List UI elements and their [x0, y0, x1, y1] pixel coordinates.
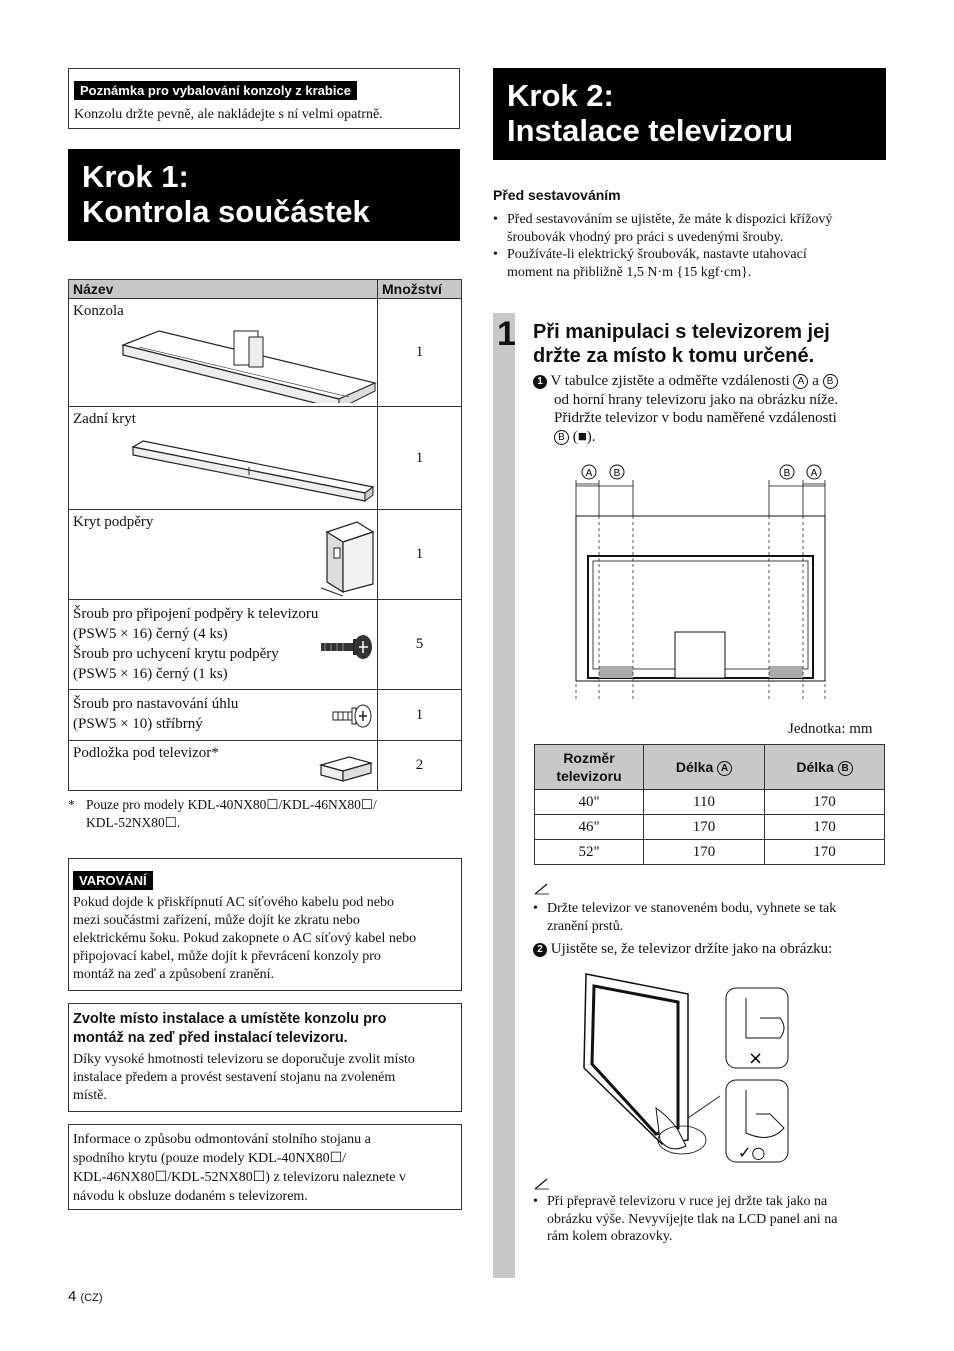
- part-name-line: Šroub pro nastavování úhlu: [73, 696, 239, 712]
- dim-label-b: B: [783, 468, 791, 479]
- short-screw-icon: [331, 702, 375, 730]
- install-line: instalace předem a provést sestavení stojanu na zvoleném: [73, 1070, 396, 1085]
- part-qty: 1: [378, 299, 462, 407]
- step-one-heading: Při manipulaci s televizorem jej držte za místo k tomu určené.: [533, 321, 830, 367]
- info-line: spodního krytu (pouze modely KDL-40NX80☐/: [73, 1151, 347, 1166]
- label-b-icon: B: [823, 374, 838, 389]
- part-name-line: (PSW5 × 16) černý (4 ks): [73, 626, 228, 642]
- warning-line: mezi součástmi zařízení, může dojít ke zkratu nebo: [73, 913, 360, 928]
- part-name-line: (PSW5 × 16) černý (1 ks): [73, 666, 228, 682]
- footnote-line: KDL-52NX80☐.: [86, 815, 181, 830]
- pad-icon: [319, 753, 375, 783]
- table-row: [69, 299, 462, 407]
- dims-col-length-b: Délka B: [765, 745, 885, 790]
- unpacking-note-heading: Poznámka pro vybalování konzoly z krabice: [74, 81, 357, 100]
- install-line: Díky vysoké hmotnosti televizoru se doporučuje zvolit místo: [73, 1052, 415, 1067]
- info-line: KDL-46NX80☐/KDL-52NX80☐) z televizoru naleznete v: [73, 1170, 406, 1185]
- before-heading: Před sestavováním: [493, 187, 621, 203]
- step1-title-line2: Kontrola součástek: [82, 194, 370, 229]
- label-b-icon: B: [554, 430, 569, 445]
- table-row: [69, 690, 462, 741]
- label-b-icon: B: [838, 761, 853, 776]
- list-item: • Používáte-li elektrický šroubovák, nastavte utahovací moment na přibližně 1,5 N·m {15 kgf·cm}.: [493, 246, 886, 281]
- unpacking-note-text: Konzolu držte pevně, ale nakládejte s ní velmi opatrně.: [74, 107, 383, 122]
- part-name-line: Šroub pro uchycení krytu podpěry: [73, 646, 279, 662]
- parts-col-qty: Množství: [378, 280, 462, 299]
- dims-col-length-a: Délka A: [644, 745, 765, 790]
- tv-holding-illustration: [570, 968, 810, 1168]
- part-name-line: (PSW5 × 10) stříbrný: [73, 716, 203, 732]
- footnote-line: Pouze pro modely KDL-40NX80☐/KDL-46NX80☐/: [86, 797, 377, 812]
- install-heading-line: Zvolte místo instalace a umístěte konzolu pro: [73, 1011, 387, 1027]
- step2-title-line2: Instalace televizoru: [507, 113, 794, 148]
- warning-box: [68, 858, 462, 991]
- dim-label-a: A: [810, 468, 818, 479]
- install-location-box: [68, 1003, 462, 1112]
- parts-col-name: Název: [69, 280, 378, 299]
- note1-list: [533, 900, 888, 935]
- warning-line: montáž na zeď a způsobení zranění.: [73, 967, 275, 982]
- step2-title-line1: Krok 2:: [507, 78, 614, 113]
- pencil-note-icon: [533, 882, 551, 896]
- part-name: Podložka pod televizor*: [73, 745, 219, 761]
- table-row: [69, 510, 462, 600]
- substep-1: 1 V tabulce zjistěte a odměřte vzdálenosti A a B od horní hrany televizoru jako na obrázku níže. Přidržte televizor v bodu naměřené vzdálenosti B (■).: [533, 372, 888, 446]
- dimensions-table: [534, 744, 885, 865]
- step1-title: [68, 149, 460, 241]
- dims-col-size: Rozměr televizoru: [535, 745, 644, 790]
- correct-mark-icon: ✓○: [738, 1143, 766, 1162]
- step1-title-line1: Krok 1:: [82, 159, 189, 194]
- step2-title: [493, 68, 886, 160]
- table-row: 40" 110 170: [535, 790, 885, 815]
- substep-2: 2 Ujistěte se, že televizor držíte jako na obrázku:: [533, 940, 832, 959]
- part-name: Zadní kryt: [73, 411, 136, 427]
- part-qty: 1: [378, 407, 462, 510]
- substep-2-marker: 2: [533, 943, 547, 957]
- part-qty: 1: [378, 690, 462, 741]
- parts-table: [68, 279, 462, 791]
- label-a-icon: A: [717, 761, 732, 776]
- table-row: 46" 170 170: [535, 815, 885, 840]
- table-row: [69, 600, 462, 690]
- dim-label-a: A: [585, 468, 593, 479]
- warning-line: připojovací kabel, může dojít k převrácení konzoly pro: [73, 949, 381, 964]
- info-line: Informace o způsobu odmontování stolního stojanu a: [73, 1132, 371, 1147]
- screw-icon: [319, 632, 375, 664]
- footnote: [68, 796, 463, 832]
- warning-line: elektrickému šoku. Pokud zakopnete o AC síťový kabel nebo: [73, 931, 417, 946]
- unpacking-note-box: [68, 68, 460, 129]
- label-a-icon: A: [793, 374, 808, 389]
- part-qty: 1: [378, 510, 462, 600]
- pencil-note-icon: [533, 1177, 551, 1191]
- page-number: 4 (CZ): [68, 1288, 103, 1305]
- wrong-mark-icon: ×: [748, 1048, 764, 1069]
- footnote-mark: *: [68, 797, 75, 812]
- before-list: [493, 211, 886, 281]
- part-name: Konzola: [73, 303, 124, 319]
- table-row: 52" 170 170: [535, 840, 885, 865]
- unit-label: Jednotka: mm: [788, 721, 873, 737]
- part-qty: 2: [378, 741, 462, 791]
- note2-list: [533, 1193, 888, 1246]
- list-item: • Před sestavováním se ujistěte, že máte k dispozici křížový šroubovák vhodný pro práci s uvedenými šrouby.: [493, 211, 886, 246]
- part-name: Kryt podpěry: [73, 514, 154, 530]
- substep-1-marker: 1: [533, 375, 547, 389]
- table-row: [69, 407, 462, 510]
- warning-heading: VAROVÁNÍ: [73, 871, 153, 890]
- table-row: [69, 741, 462, 791]
- bracket-icon: [119, 325, 379, 403]
- install-heading-line: montáž na zeď před instalací televizoru.: [73, 1030, 348, 1046]
- step-number: 1: [497, 315, 516, 353]
- install-line: místě.: [73, 1088, 107, 1103]
- list-item: • Při přepravě televizoru v ruce jej držte tak jako na obrázku výše. Nevyvíjejte tlak na LCD panel ani na rám kolem obrazovky.: [533, 1193, 888, 1246]
- support-cover-icon: [319, 518, 379, 598]
- info-box: [68, 1124, 462, 1210]
- warning-line: Pokud dojde k přiskřípnutí AC síťového kabelu pod nebo: [73, 895, 394, 910]
- tv-measurement-diagram: [560, 460, 840, 700]
- part-qty: 5: [378, 600, 462, 690]
- list-item: • Držte televizor ve stanoveném bodu, vyhnete se tak zranění prstů.: [533, 900, 888, 935]
- step-sidebar: [493, 313, 515, 1278]
- part-name-line: Šroub pro připojení podpěry k televizoru: [73, 606, 319, 622]
- info-line: návodu k obsluze dodaném s televizorem.: [73, 1189, 308, 1204]
- rear-cover-icon: [129, 437, 379, 507]
- dim-label-b: B: [613, 468, 621, 479]
